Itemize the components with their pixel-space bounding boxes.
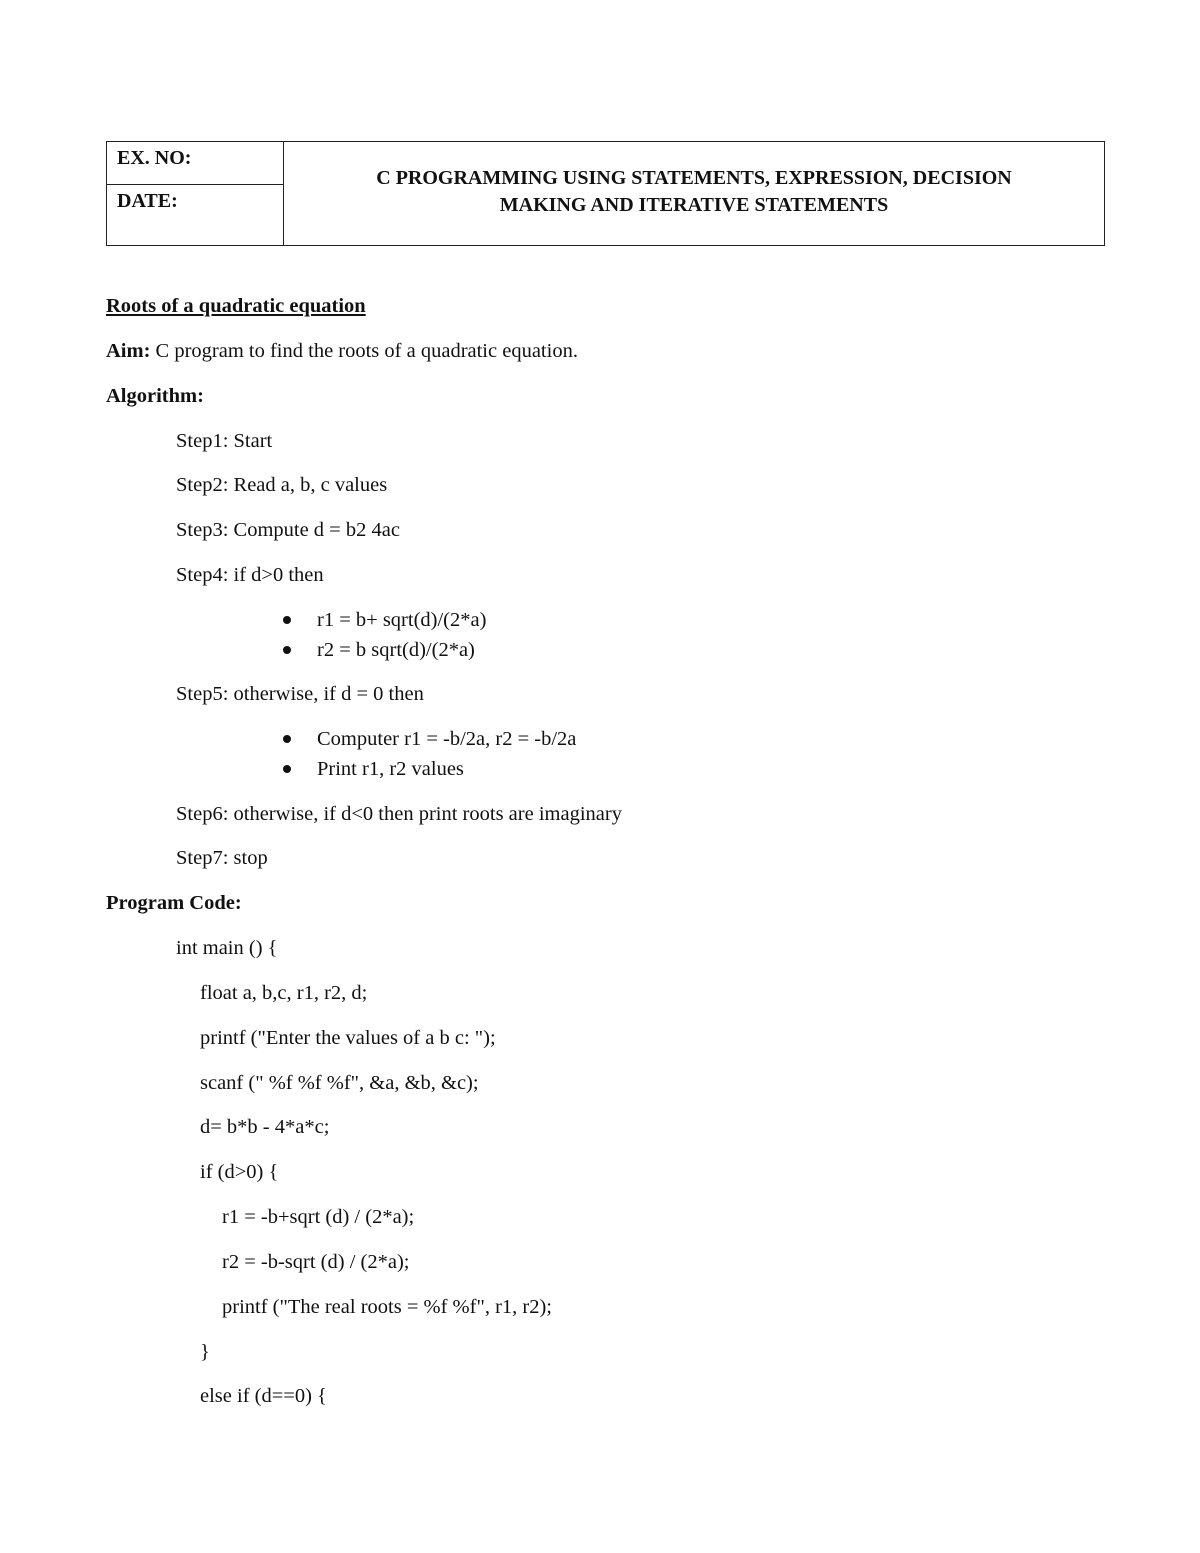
step-3: Step3: Compute d = b2 4ac: [176, 519, 400, 541]
exercise-title-line2: MAKING AND ITERATIVE STATEMENTS: [499, 193, 889, 216]
aim-text: C program to find the roots of a quadratic equation.: [150, 340, 578, 362]
code-line: r1 = -b+sqrt (d) / (2*a);: [222, 1206, 415, 1228]
step-4-bullet-2: r2 = b sqrt(d)/(2*a): [317, 639, 475, 661]
exercise-title: [284, 142, 1104, 245]
algorithm-label: Algorithm:: [106, 385, 204, 407]
aim-paragraph: [106, 339, 578, 363]
code-line: }: [200, 1341, 210, 1363]
exercise-title-line1: C PROGRAMMING USING STATEMENTS, EXPRESSION, DECISION: [376, 166, 1012, 189]
step-1: Step1: Start: [176, 430, 273, 452]
step-6: Step6: otherwise, if d<0 then print roots are imaginary: [176, 803, 622, 825]
step-5-bullet-2: Print r1, r2 values: [317, 758, 464, 780]
code-line: printf ("Enter the values of a b c: ");: [200, 1027, 496, 1049]
step-4: Step4: if d>0 then: [176, 564, 324, 586]
code-line: r2 = -b-sqrt (d) / (2*a);: [222, 1251, 410, 1273]
bullet-icon: [283, 735, 291, 743]
bullet-icon: [283, 616, 291, 624]
bullet-icon: [283, 646, 291, 654]
code-line: else if (d==0) {: [200, 1385, 327, 1407]
aim-label: Aim:: [106, 340, 151, 362]
code-line: printf ("The real roots = %f %f", r1, r2);: [222, 1296, 552, 1318]
code-line: if (d>0) {: [200, 1161, 279, 1183]
step-7: Step7: stop: [176, 847, 268, 869]
header-left-column: [107, 142, 284, 245]
step-5: Step5: otherwise, if d = 0 then: [176, 683, 424, 705]
code-line: int main () {: [176, 937, 278, 959]
date-label: DATE:: [117, 190, 178, 212]
section-heading: Roots of a quadratic equation: [106, 295, 366, 317]
program-code-label: Program Code:: [106, 892, 242, 914]
step-5-bullet-1: Computer r1 = -b/2a, r2 = -b/2a: [317, 728, 577, 750]
code-line: float a, b,c, r1, r2, d;: [200, 982, 368, 1004]
step-4-bullet-1: r1 = b+ sqrt(d)/(2*a): [317, 609, 487, 631]
header-table: [106, 141, 1105, 246]
bullet-icon: [283, 765, 291, 773]
step-2: Step2: Read a, b, c values: [176, 474, 388, 496]
code-line: scanf (" %f %f %f", &a, &b, &c);: [200, 1072, 479, 1094]
ex-no-label: EX. NO:: [107, 142, 283, 185]
code-line: d= b*b - 4*a*c;: [200, 1116, 330, 1138]
